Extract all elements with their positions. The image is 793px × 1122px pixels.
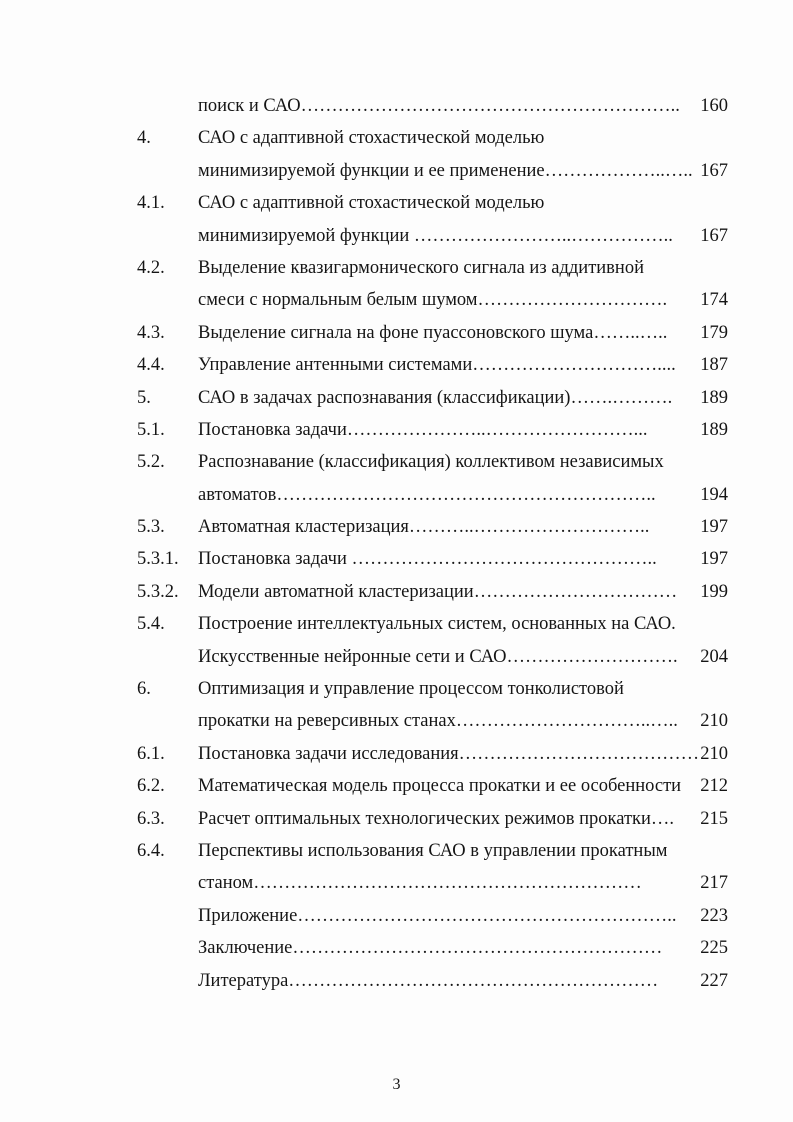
toc-entry-page: 187 (700, 355, 728, 376)
toc-entry-title: Приложение…………………………………………………….. (198, 905, 677, 926)
toc-entry (0, 414, 793, 446)
toc-entry-number: 5.3. (137, 517, 165, 538)
toc-entry-title: САО с адаптивной стохастической моделью (198, 193, 545, 214)
toc-entry-title: Выделение квазигармонического сигнала из аддитивной (198, 257, 644, 278)
toc-entry-page: 223 (700, 905, 728, 926)
toc-entry-page: 199 (700, 581, 728, 602)
toc-entry-title: Искусственные нейронные сети и САО………………………. (198, 646, 678, 667)
toc-entry (0, 932, 793, 964)
toc-entry-number: 6.1. (137, 743, 165, 764)
toc-entry-title: Математическая модель процесса прокатки и ее особенности (198, 776, 682, 797)
toc-entry-title: Постановка задачи исследования………………………………… (198, 743, 700, 764)
toc-entry-title: Выделение сигнала на фоне пуассоновского шума……..….. (198, 322, 668, 343)
toc-entry (0, 122, 793, 154)
toc-entry-number: 4.2. (137, 257, 165, 278)
toc-entry (0, 835, 793, 867)
toc-entry-page: 167 (700, 225, 728, 246)
toc-entry (0, 641, 793, 673)
toc-entry (0, 511, 793, 543)
toc-entry-page: 197 (700, 549, 728, 570)
toc-entry-page: 227 (700, 970, 728, 991)
toc-entry-page: 189 (700, 387, 728, 408)
toc-entry-page: 160 (700, 96, 728, 116)
toc-entry-title: Распознавание (классификация) коллективом независимых (198, 452, 664, 473)
toc-entry (0, 965, 793, 997)
toc-entry (0, 770, 793, 802)
toc-entry (0, 867, 793, 899)
toc-entry-number: 4. (137, 128, 151, 149)
toc-entry-title: автоматов…………………………………………………….. (198, 484, 656, 505)
toc-entry (0, 900, 793, 932)
toc-entry (0, 673, 793, 705)
toc-entry-number: 6.3. (137, 808, 165, 829)
toc-entry-page: 189 (700, 419, 728, 440)
toc-entry-title: САО в задачах распознавания (классификации)…….………. (198, 387, 673, 408)
toc-entry (0, 479, 793, 511)
toc-entry-page: 225 (700, 938, 728, 959)
toc-entry-number: 6.4. (137, 840, 165, 861)
toc-entry (0, 446, 793, 478)
toc-entry-page: 215 (700, 808, 728, 829)
toc-entry-page: 212 (700, 776, 728, 797)
toc-entry (0, 543, 793, 575)
toc-entry (0, 705, 793, 737)
toc-entry-title: Постановка задачи…………………..……………………... (198, 419, 648, 440)
toc-entry-title: смеси с нормальным белым шумом…………………………. (198, 290, 668, 311)
toc-entry (0, 382, 793, 414)
toc-entry-number: 6.2. (137, 776, 165, 797)
toc-entry-title: Модели автоматной кластеризации…………………………… (198, 581, 678, 602)
toc-entry-number: 6. (137, 679, 151, 700)
toc-entry-page: 167 (700, 160, 728, 181)
toc-entry-number: 4.1. (137, 193, 165, 214)
toc-entry-title: минимизируемой функции и ее применение………………..….. (198, 160, 693, 181)
toc-entry-title: Расчет оптимальных технологических режимов прокатки…. (198, 808, 675, 829)
toc-entry (0, 155, 793, 187)
toc-entry (0, 349, 793, 381)
toc-entry-page: 210 (700, 743, 728, 764)
toc-entry (0, 220, 793, 252)
toc-entry-number: 4.4. (137, 355, 165, 376)
toc-entry-number: 5.2. (137, 452, 165, 473)
toc-entry-title: Перспективы использования САО в управлении прокатным (198, 840, 668, 861)
toc-entry-title: минимизируемой функции ……………………..…………….. (198, 225, 673, 246)
toc-entry (0, 576, 793, 608)
toc-entry-title: поиск и САО…………………………………………………….. (198, 96, 680, 116)
toc-entry-number: 4.3. (137, 322, 165, 343)
toc-entry (0, 317, 793, 349)
toc-entry-title: Построение интеллектуальных систем, основанных на САО. (198, 614, 676, 635)
toc-entry-page: 174 (700, 290, 728, 311)
page-number: 3 (392, 1076, 401, 1093)
toc-entry-title: Оптимизация и управление процессом тонколистовой (198, 679, 624, 700)
toc-entry (0, 284, 793, 316)
toc-entry-page: 197 (700, 517, 728, 538)
toc-entry (0, 738, 793, 770)
toc-entry-title: прокатки на реверсивных станах…………………………..….. (198, 711, 678, 732)
toc-entry-title: станом……………………………………………………… (198, 873, 642, 894)
toc-entry-title: Литература…………………………………………………… (198, 970, 659, 991)
table-of-contents (0, 90, 793, 997)
toc-entry-page: 194 (700, 484, 728, 505)
toc-entry-number: 5.4. (137, 614, 165, 635)
toc-entry (0, 608, 793, 640)
toc-entry (0, 187, 793, 219)
toc-entry-number: 5. (137, 387, 151, 408)
toc-entry-title: Постановка задачи ………………………………………….. (198, 549, 657, 570)
toc-entry-title: Автоматная кластеризация………..……………………….. (198, 517, 650, 538)
toc-entry (0, 252, 793, 284)
toc-entry (0, 803, 793, 835)
toc-entry-title: САО с адаптивной стохастической моделью (198, 128, 545, 149)
toc-entry-page: 204 (700, 646, 728, 667)
toc-entry-page: 210 (700, 711, 728, 732)
toc-entry-page: 217 (700, 873, 728, 894)
toc-entry-page: 179 (700, 322, 728, 343)
toc-entry-number: 5.3.2. (137, 581, 179, 602)
toc-entry-title: Управление антенными системами………………………….... (198, 355, 676, 376)
toc-entry-number: 5.1. (137, 419, 165, 440)
toc-entry (0, 90, 793, 122)
toc-entry-title: Заключение…………………………………………………… (198, 938, 663, 959)
toc-entry-number: 5.3.1. (137, 549, 179, 570)
